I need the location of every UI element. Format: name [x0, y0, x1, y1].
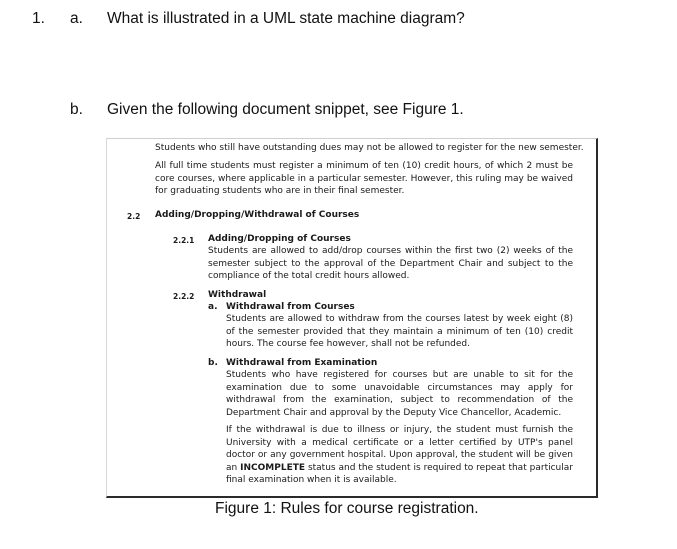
sub-2-b-title: Withdrawal from Examination — [226, 358, 378, 368]
question-number: 1. — [32, 10, 45, 27]
sub-2-a-body: Students are allowed to withdraw from the courses latest by week eight (8) of the semester provided that they maintain a minimum of ten (10) credit hours. The course fee however, shall not be refunded. — [226, 314, 573, 349]
sub-2-b-body: Students who have registered for courses but are unable to sit for the examination due to some unavoidable circumstances may apply for withdrawal from the examination, subject to recommendation of the Department Chair and approval by the Deputy Vice Chancellor, Academic. — [226, 370, 573, 418]
sub-1-number: 2.2.1 — [173, 236, 195, 245]
section-number: 2.2 — [127, 212, 141, 221]
snippet-intro-dues: Students who still have outstanding dues may not be allowed to register for the new semester. — [155, 143, 584, 153]
section-title: Adding/Dropping/Withdrawal of Courses — [155, 210, 360, 220]
sub-1-title: Adding/Dropping of Courses — [208, 234, 351, 244]
part-b-text: Given the following document snippet, see Figure 1. — [107, 101, 464, 118]
snippet-intro-credit-hours: All full time students must register a minimum of ten (10) credit hours, of which 2 must be core courses, where applicable in a particular semester. However, this ruling may be waived for graduating students who are in their final semester. — [155, 161, 573, 196]
sub-1-body: Students are allowed to add/drop courses within the first two (2) weeks of the semester subject to the approval of the Department Chair and subject to the compliance of the total credit hours allowed. — [208, 246, 573, 281]
illness-text-start: If the withdrawal is due to illness or injury, the student must furnish the University with a medical certificate or a letter certified by UTP's panel doctor or any government hospital. Upon approval, the student will be given an — [226, 425, 573, 473]
sub-2-title: Withdrawal — [208, 290, 267, 300]
part-a-label: a. — [70, 10, 83, 27]
sub-2-b-label: b. — [208, 358, 218, 368]
sub-2-a-label: a. — [208, 302, 218, 312]
sub-2-b-illness-paragraph — [226, 424, 573, 487]
sub-2-a-title: Withdrawal from Courses — [226, 302, 355, 312]
document-snippet-figure — [106, 138, 598, 498]
illness-text-end: status and the student is required to repeat that particular final examination when it is available. — [226, 462, 573, 485]
part-b-label: b. — [70, 101, 83, 118]
incomplete-status-text: INCOMPLETE — [240, 462, 306, 473]
part-a-text: What is illustrated in a UML state machine diagram? — [107, 10, 465, 27]
figure-caption: Figure 1: Rules for course registration. — [215, 500, 479, 517]
sub-2-number: 2.2.2 — [173, 292, 195, 301]
